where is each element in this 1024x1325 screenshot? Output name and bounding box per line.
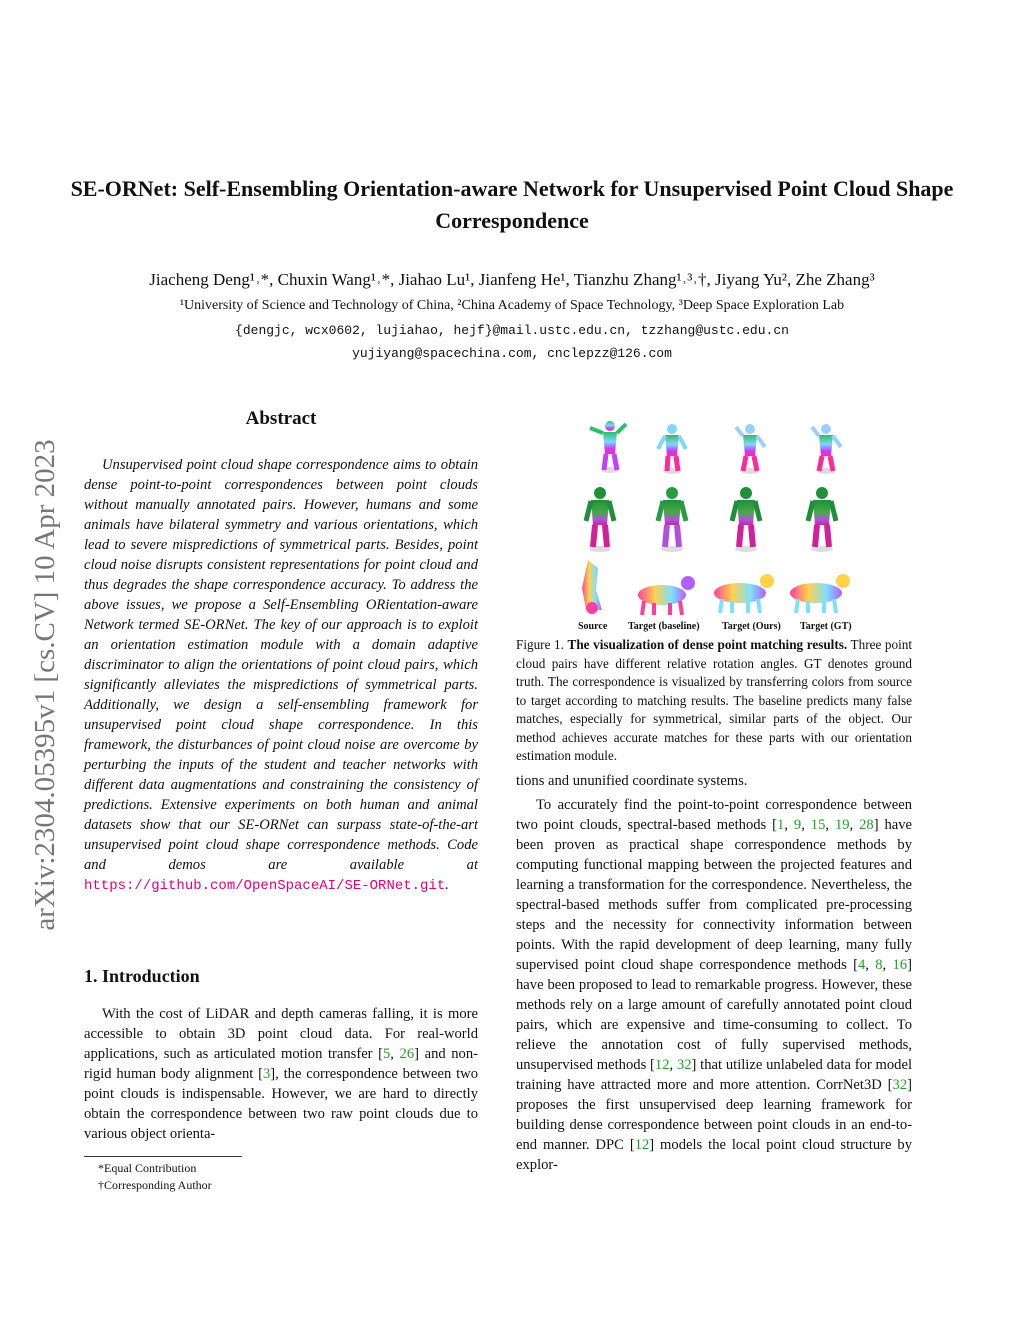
abstract-body: Unsupervised point cloud shape correspondence aims to obtain dense point-to-point correspondences between point clouds without manually annotated pairs. However, humans and some animals have bilateral symmetry and various orientations, which lead to severe mispredictions of symmetrical parts. Besides, point cloud noise disrupts consistent representations for point cloud and thus degrades the shape correspondence accuracy. To address the above issues, we propose a Self-Ensembling ORientation-aware Network termed SE-ORNet. The key of our approach is to exploit an orientation estimation module with a domain adaptive discriminator to align the orientations of point cloud pairs, which significantly alleviates the mispredictions of symmetrical parts. Additionally, we design a self-ensembling framework for unsupervised point cloud shape correspondence. In this framework, the disturbances of point cloud noise are overcome by perturbing the inputs of the student and teacher networks with different data augmentations and constraining the consistency of predictions. Extensive experiments on both human and animal datasets show that our SE-ORNet can surpass state-of-the-art unsupervised point cloud shape correspondence methods. Code and demos are available at https://github.com/OpenSpaceAI/SE-ORNet.git. [84, 457, 478, 894]
label-target-baseline: Target (baseline) [628, 621, 700, 632]
paper-title: SE-ORNet: Self-Ensembling Orientation-aware Network for Unsupervised Point Cloud Shape Correspondence [70, 176, 954, 233]
citation-link[interactable]: 12 [634, 1137, 650, 1153]
label-target-gt: Target (GT) [800, 621, 852, 632]
citation-link[interactable]: 4 [857, 957, 866, 973]
citation-link[interactable]: 3 [262, 1066, 271, 1082]
citation-link[interactable]: 9 [793, 817, 802, 833]
abstract-heading: Abstract [245, 408, 317, 429]
citation-link[interactable]: 26 [399, 1046, 415, 1062]
label-source: Source [578, 621, 608, 632]
figure-caption: Figure 1. The visualization of dense point matching results. Three point cloud pairs have different relative rotation angles. GT denotes ground truth. The correspondence is visualized by transferring colors from source to target according to matching results. The baseline predicts many false matches, especially for symmetrical, similar parts of the object. Our method achieves accurate matches for these parts with our orientation estimation module. [516, 637, 913, 763]
label-target-ours: Target (Ours) [722, 621, 781, 632]
author-list: Jiacheng Deng¹˒*, Chuxin Wang¹˒*, Jiahao Lu¹, Jianfeng He¹, Tianzhu Zhang¹˒³˒†, Jiyang Yu², Zhe Zhang³ [149, 270, 875, 289]
footnote-equal-contribution: *Equal Contribution [98, 1161, 197, 1175]
citation-link[interactable]: 32 [676, 1057, 692, 1073]
code-link[interactable]: https://github.com/OpenSpaceAI/SE-ORNet.git [84, 878, 446, 894]
human-figure-row-2 [586, 487, 836, 552]
citation-link[interactable]: 1 [777, 817, 785, 833]
citation-link[interactable]: 28 [859, 817, 874, 833]
introduction-heading: 1. Introduction [84, 966, 200, 986]
introduction-body: With the cost of LiDAR and depth cameras falling, it is more accessible to obtain 3D point cloud data. For real-world applications, such as articulated motion transfer [5, 26] and non-rigid human body alignment [3], the correspondence between two point clouds is indispensable. However, we are hard to directly obtain the correspondence between two raw point clouds due to various object orienta- [84, 1006, 479, 1142]
human-figure-row-1 [590, 421, 841, 474]
right-column-body: tions and ununified coordinate systems. To accurately find the point-to-point correspondence between two point clouds, spectral-based methods [1, 9, 15, 19, 28] have been proven as practical shape correspondence methods by computing functional mapping between the projected features and learning a transformation for the correspondence. Nevertheless, the spectral-based methods suffer from complicated pre-processing steps and the necessity for connectivity information between points. With the rapid development of deep learning, many fully supervised point cloud shape correspondence methods [4, 8, 16] have been proposed to lead to remarkable progress. However, these methods rely on a large amount of carefully annotated point cloud pairs, which are expensive and time-consuming to collect. To relieve the annotation cost of fully supervised methods, unsupervised methods [12, 32] that utilize unlabeled data for model training have attracted more and more attention. CorrNet3D [32] proposes the first unsupervised deep learning framework for building dense correspondence between point clouds in an end-to-end manner. DPC [12] models the local point cloud structure by explor- [516, 773, 913, 1173]
footnote-divider [84, 1156, 242, 1157]
citation-link[interactable]: 8 [875, 957, 883, 973]
citation-link[interactable]: 16 [892, 957, 908, 973]
abstract-text: Unsupervised point cloud shape correspondence aims to obtain dense point-to-point correspondences between point clouds without manually annotated pairs. However, humans and some animals have bilateral symmetry and various orientations, which lead to severe mispredictions of symmetrical parts. Besides, point cloud noise disrupts consistent representations for point cloud and thus degrades the shape correspondence accuracy. To address the above issues, we propose a Self-Ensembling ORientation-aware Network termed SE-ORNet. The key of our approach is to exploit an orientation estimation module with a domain adaptive discriminator to align the orientations of point cloud pairs, which significantly alleviates the mispredictions of symmetrical parts. Additionally, we design a self-ensembling framework for unsupervised point cloud shape correspondence. In this framework, the disturbances of point cloud noise are overcome by perturbing the inputs of the student and teacher networks with different data augmentations and constraining the consistency of predictions. Extensive experiments on both human and animal datasets show that our SE-ORNet can surpass state-of-the-art unsupervised point cloud shape correspondence methods. Code and demos are available at [84, 457, 478, 873]
citation-link[interactable]: 15 [810, 817, 826, 833]
emails-line-1: {dengjc, wcx0602, lujiahao, hejf}@mail.ustc.edu.cn, tzzhang@ustc.edu.cn [235, 323, 789, 338]
citation-link[interactable]: 19 [834, 817, 850, 833]
arxiv-identifier: arXiv:2304.05395v1 [cs.CV] 10 Apr 2023 [29, 439, 61, 931]
citation-link[interactable]: 32 [892, 1077, 908, 1093]
emails-line-2: yujiyang@spacechina.com, cnclepzz@126.com [352, 346, 672, 361]
figure-point-clouds [520, 415, 920, 640]
citation-link[interactable]: 5 [383, 1046, 391, 1062]
footnote-corresponding-author: †Corresponding Author [98, 1178, 212, 1192]
animal-figure-row-3 [582, 560, 850, 615]
citation-link[interactable]: 12 [654, 1057, 670, 1073]
affiliations: ¹University of Science and Technology of China, ²China Academy of Space Technology, ³Deep Space Exploration Lab [179, 298, 845, 313]
